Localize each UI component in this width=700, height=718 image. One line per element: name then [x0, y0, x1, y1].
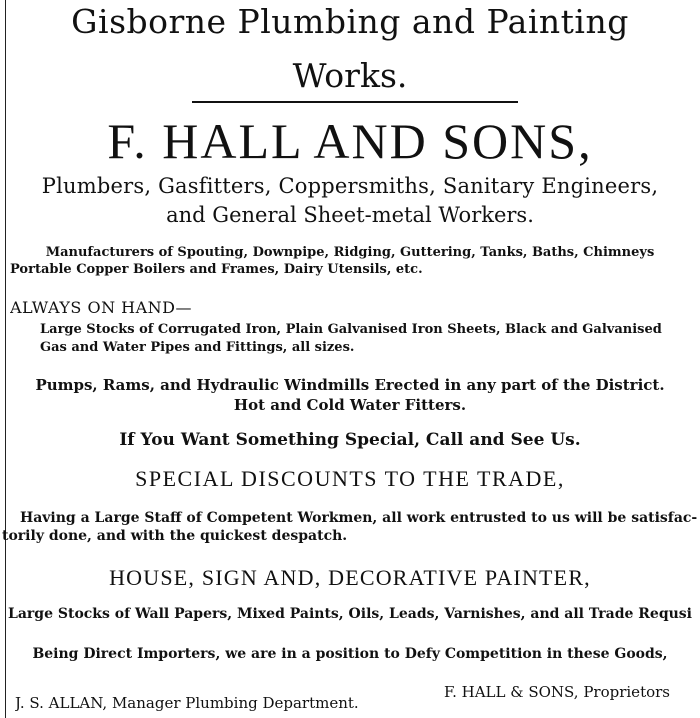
pumps-line-1: Pumps, Rams, and Hydraulic Windmills Erected in any part of the District. [35, 376, 665, 394]
discounts-heading: SPECIAL DISCOUNTS TO THE TRADE, [135, 466, 565, 491]
trades-line-1: Plumbers, Gasfitters, Coppersmiths, Sanitary Engineers, [41, 174, 659, 198]
stocks-line-2: Gas and Water Pipes and Fittings, all sizes. [40, 340, 355, 355]
importers-line: Being Direct Importers, we are in a position to Defy Competition in these Goods, [32, 646, 668, 662]
manufacturers-line-1: Manufacturers of Spouting, Downpipe, Ridging, Guttering, Tanks, Baths, Chimneys [45, 245, 655, 260]
heading-line-1: Gisborne Plumbing and Painting [71, 2, 629, 41]
painter-heading: HOUSE, SIGN AND, DECORATIVE PAINTER, [109, 565, 591, 590]
special-call-line: If You Want Something Special, Call and See Us. [119, 430, 581, 450]
trades-line-2: and General Sheet-metal Workers. [166, 203, 534, 227]
wallpapers-line: Large Stocks of Wall Papers, Mixed Paints, Oils, Leads, Varnishes, and all Trade Requsi [8, 606, 692, 622]
firm-name: F. HALL AND SONS, [107, 113, 593, 169]
heading-divider [192, 101, 518, 103]
staff-line-2: torily done, and with the quickest despatch. [2, 528, 348, 544]
stocks-line-1: Large Stocks of Corrugated Iron, Plain Galvanised Iron Sheets, Black and Galvanised [40, 322, 662, 337]
heading-line-2: Works. [292, 56, 408, 95]
staff-line-1: Having a Large Staff of Competent Workmen, all work entrusted to us will be satisfac- [20, 510, 698, 526]
always-on-hand-heading: ALWAYS ON HAND— [10, 298, 192, 317]
proprietors-signature: F. HALL & SONS, Proprietors [444, 683, 670, 701]
pumps-line-2: Hot and Cold Water Fitters. [233, 396, 467, 414]
manager-signature: J. S. ALLAN, Manager Plumbing Department. [15, 694, 359, 712]
manufacturers-line-2: Portable Copper Boilers and Frames, Dairy Utensils, etc. [10, 262, 423, 277]
